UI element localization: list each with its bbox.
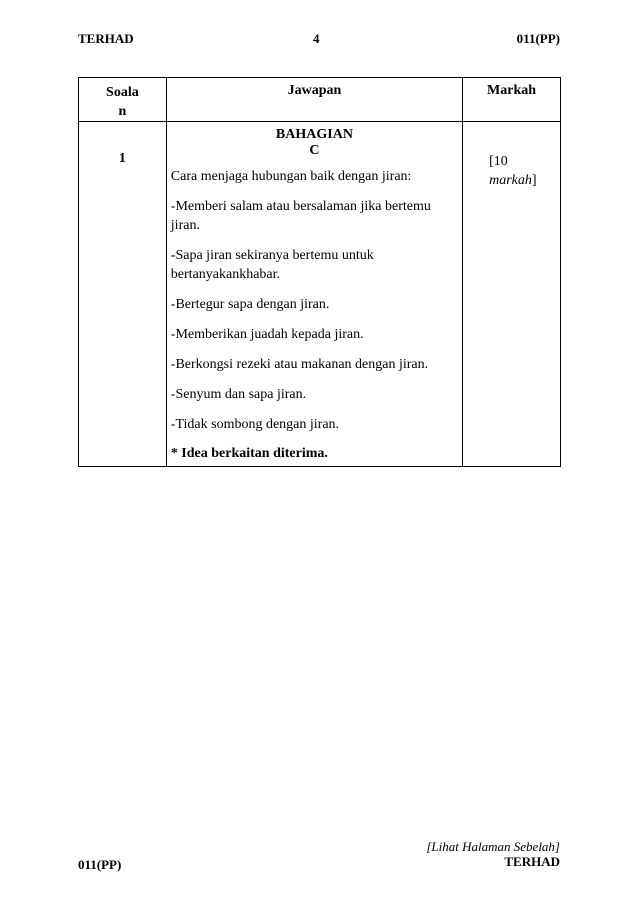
header-answer: Jawapan (166, 78, 462, 122)
footer-left-code: 011(PP) (78, 857, 122, 872)
header-left-label: TERHAD (78, 31, 134, 46)
answer-point: -Senyum dan sapa jiran. (170, 387, 307, 402)
question-number: 1 (79, 122, 167, 467)
header-marks: Markah (463, 78, 561, 122)
answer-intro: Cara menjaga hubungan baik dengan jiran: (170, 169, 412, 184)
answer-point: -Berkongsi rezeki atau makanan dengan jiran. (170, 357, 429, 372)
footer-right-label: TERHAD (504, 854, 560, 869)
answer-point: -Tidak sombong dengan jiran. (170, 417, 340, 432)
marks-unit: markah] (489, 173, 537, 188)
answer-note: * Idea berkaitan diterima. (170, 446, 328, 461)
answer-point: -Bertegur sapa dengan jiran. (170, 297, 330, 312)
header-question: Soala n (79, 78, 167, 122)
answer-cell (166, 122, 462, 467)
table-header-row (79, 78, 561, 122)
header-right-code: 011(PP) (516, 31, 560, 46)
section-heading: BAHAGIAN C (275, 127, 353, 158)
answer-point: -Sapa jiran sekiranya bertemu untuk bertanyakankhabar. (170, 248, 374, 282)
marks-cell (463, 122, 561, 467)
answer-point: -Memberi salam atau bersalaman jika bertemu jiran. (170, 199, 431, 233)
marks-value: [10 (489, 154, 508, 169)
footer-right (426, 839, 560, 869)
page-number: 4 (313, 31, 320, 46)
answer-point: -Memberikan juadah kepada jiran. (170, 327, 364, 342)
answer-table (78, 77, 561, 467)
table-row (79, 122, 561, 467)
see-next-page: [Lihat Halaman Sebelah] (426, 839, 560, 854)
